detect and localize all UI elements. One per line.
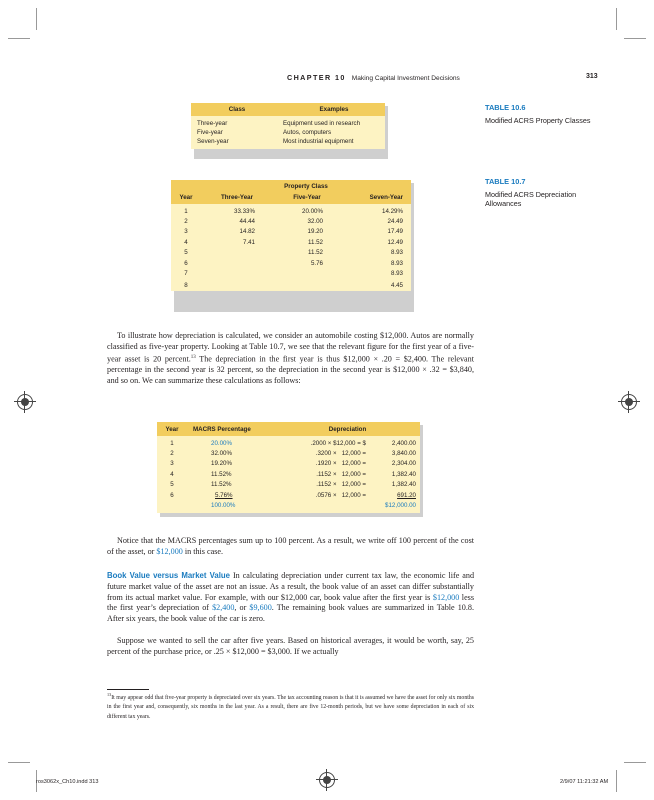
year-cell: 5 [170,481,174,489]
crop-mark [616,8,617,30]
macrs-percentage: 19.20% [211,460,232,468]
percentage-cell: 20.00% [302,208,323,215]
body-paragraph [107,331,474,387]
table-row [157,436,420,448]
percentage-cell: 7.41 [242,238,255,246]
footnote-ref: 13 [190,354,196,360]
percentage-cell: 19.20 [307,228,323,236]
paragraph-text: Notice that the MACRS percentages sum up to 100 percent. As a result, we write off 100 percent of the cost of the asset, or [107,536,474,556]
table-row [171,258,411,269]
year-cell: 3 [170,460,174,468]
year-cell: 2 [170,449,174,457]
body-paragraph [107,571,474,625]
class-cell: Seven-year [197,138,229,145]
caption-text: Modified ACRS Property Classes [485,116,591,125]
chapter-title: Making Capital Investment Decisions [351,75,460,82]
footnote-text: It may appear odd that five-year property is depreciated over six years. The tax accounting reason is that it is assumed we have the asset for only six months in the first year and, consequently, six months in the last year. As a result, there are five 12-month periods, but we have some depreciation in each of six different tax years. [107,694,474,720]
macrs-percentage: 32.00% [211,449,232,457]
crop-mark [8,762,30,763]
table-row [157,490,420,501]
body-paragraph [107,536,474,558]
class-cell: Five-year [197,128,223,136]
year-cell: 1 [184,208,188,215]
column-header: Examples [319,106,349,113]
percentage-cell: 8.93 [390,270,403,278]
depreciation-amount: 2,304.00 [391,460,416,468]
percentage-cell [201,258,273,269]
page-number: 313 [586,73,598,80]
paragraph-text: The depreciation in the first year is thus $12,000 × .20 = $2,400. The relevant percentage in the second year is 32 percent, so the depreciation in the second year is $12,000 × .32 = $3,840, and so on. We can summarize these calculations as follows: [107,354,474,385]
column-header: Five-Year [293,193,321,201]
paragraph-text: . The remaining book values are summarized in Table 10.8. After six years, the book value of the car is zero. [107,603,474,624]
examples-cell: Autos, computers [283,128,332,136]
table-row [157,469,420,480]
crop-mark [36,8,37,30]
paragraph-text: less the first year’s depreciation of [107,592,474,613]
paragraph-text: In calculating depreciation under current tax law, the economic life and future market value of the asset are not an issue. As a result, the book value of an asset can differ substantially from its actual market value. For example, with our $12,000 car, book value after the first year is [107,571,475,602]
percentage-cell: 14.29% [382,208,403,215]
depreciation-amount: 691.20 [397,491,416,499]
total-depreciation: $12,000.00 [385,501,416,509]
table-row [157,480,420,491]
highlighted-value: $2,400 [212,603,235,613]
depreciation-calc: .3200 × 12,000 = [315,449,366,457]
footnote-mark: 13 [107,692,112,697]
column-header: Seven-Year [369,193,403,201]
depreciation-amount: 1,382.40 [391,470,416,478]
macrs-percentage: 20.00% [211,440,232,447]
highlighted-value: $12,000 [432,592,460,602]
paragraph-text: in this case. [182,546,223,556]
table-row [171,237,411,248]
table-10-6-caption [485,103,605,125]
registration-mark-icon [319,772,335,788]
table-row [171,248,411,259]
percentage-cell [273,269,341,280]
percentage-cell: 17.49 [387,228,403,236]
crop-mark [624,38,646,39]
highlighted-value: $12,000 [156,546,183,556]
year-cell: 2 [184,217,188,225]
macrs-percentage: 11.52% [211,481,232,489]
depreciation-amount: 3,840.00 [391,449,416,457]
macrs-percentage: 11.52% [211,470,232,478]
table-10-6 [191,103,385,149]
examples-cell: Equipment used in research [283,120,361,127]
column-header: Year [165,425,179,433]
table-10-7-caption [485,177,605,208]
caption-number: TABLE 10.7 [485,177,526,186]
table-row [157,448,420,459]
paragraph-text: To illustrate how depreciation is calculated, we consider an automobile costing $12,000. Autos are normally classified as five-year property. Looking at Table 10.7, we see that the relevant figure for the first year of a five-year asset is 20 percent. [107,331,474,364]
caption-text: Modified ACRS Depreciation Allowances [485,190,577,208]
total-percentage: 100.00% [211,501,236,509]
depreciation-amount: 1,382.40 [391,481,416,489]
depreciation-calc: .2000 × $12,000 = $ [310,440,366,447]
depreciation-calc: .0576 × 12,000 = [315,491,366,499]
depreciation-calc: .1920 × 12,000 = [315,460,366,468]
year-cell: 4 [184,238,188,246]
percentage-cell: 11.52 [307,249,323,257]
highlighted-value: $9,600 [249,603,272,613]
footnote [107,690,474,722]
table-row [171,216,411,227]
depreciation-calc: .1152 × 12,000 = [316,470,366,478]
year-cell: 6 [170,491,174,499]
table-10-7 [171,180,411,291]
registration-mark-icon [621,394,637,410]
percentage-cell [201,269,273,280]
date-slug: 2/9/07 11:21:32 AM [560,779,609,785]
caption-number: TABLE 10.6 [485,103,526,112]
macrs-percentage: 5.76% [215,491,233,499]
crop-mark [8,38,30,39]
percentage-cell: 4.45 [390,281,403,289]
running-head [287,73,460,82]
percentage-cell: 8.93 [390,249,403,257]
macrs-table [157,422,420,513]
table-row [171,279,411,291]
percentage-cell: 24.49 [387,217,403,225]
percentage-cell: 32.00 [307,217,323,225]
percentage-cell: 44.44 [239,217,255,225]
percentage-cell: 5.76 [310,259,323,267]
table-row [171,269,411,280]
chapter-label: CHAPTER 10 [287,73,346,82]
table-row [157,459,420,470]
year-cell: 7 [184,270,188,278]
paragraph-text: , or [234,603,250,613]
percentage-cell: 12.49 [387,238,403,246]
group-header: Property Class [284,182,328,190]
class-cell: Three-year [197,120,228,127]
percentage-cell [273,279,341,291]
year-cell: 3 [184,228,188,236]
percentage-cell: 11.52 [307,238,323,246]
file-slug: ros3062x_Ch10.indd 313 [36,779,99,785]
year-cell: 5 [184,249,188,257]
percentage-cell [201,248,273,259]
table-row [171,204,411,216]
column-header: MACRS Percentage [193,425,251,433]
section-heading: Book Value versus Market Value [107,571,230,580]
year-cell: 8 [184,281,188,289]
year-cell: 6 [184,259,188,267]
column-header: Class [228,106,246,113]
depreciation-calc: .1152 × 12,000 = [316,481,366,489]
year-cell: 1 [170,440,174,447]
crop-mark [624,762,646,763]
examples-cell: Most industrial equipment [283,138,354,145]
body-paragraph: Suppose we wanted to sell the car after five years. Based on historical averages, it would be worth, say, 25 percent of the purchase price, or .25 × $12,000 = $3,000. If we actually [107,636,474,656]
column-header: Three-Year [221,193,253,201]
crop-mark [616,770,617,792]
percentage-cell [201,279,273,291]
percentage-cell: 8.93 [390,259,403,267]
column-header: Year [179,193,193,201]
table-row [171,227,411,238]
year-cell: 4 [170,470,174,478]
percentage-cell: 33.33% [234,208,255,215]
column-header: Depreciation [328,425,367,433]
depreciation-amount: 2,400.00 [391,440,416,447]
registration-mark-icon [17,394,33,410]
percentage-cell: 14.82 [239,228,255,236]
